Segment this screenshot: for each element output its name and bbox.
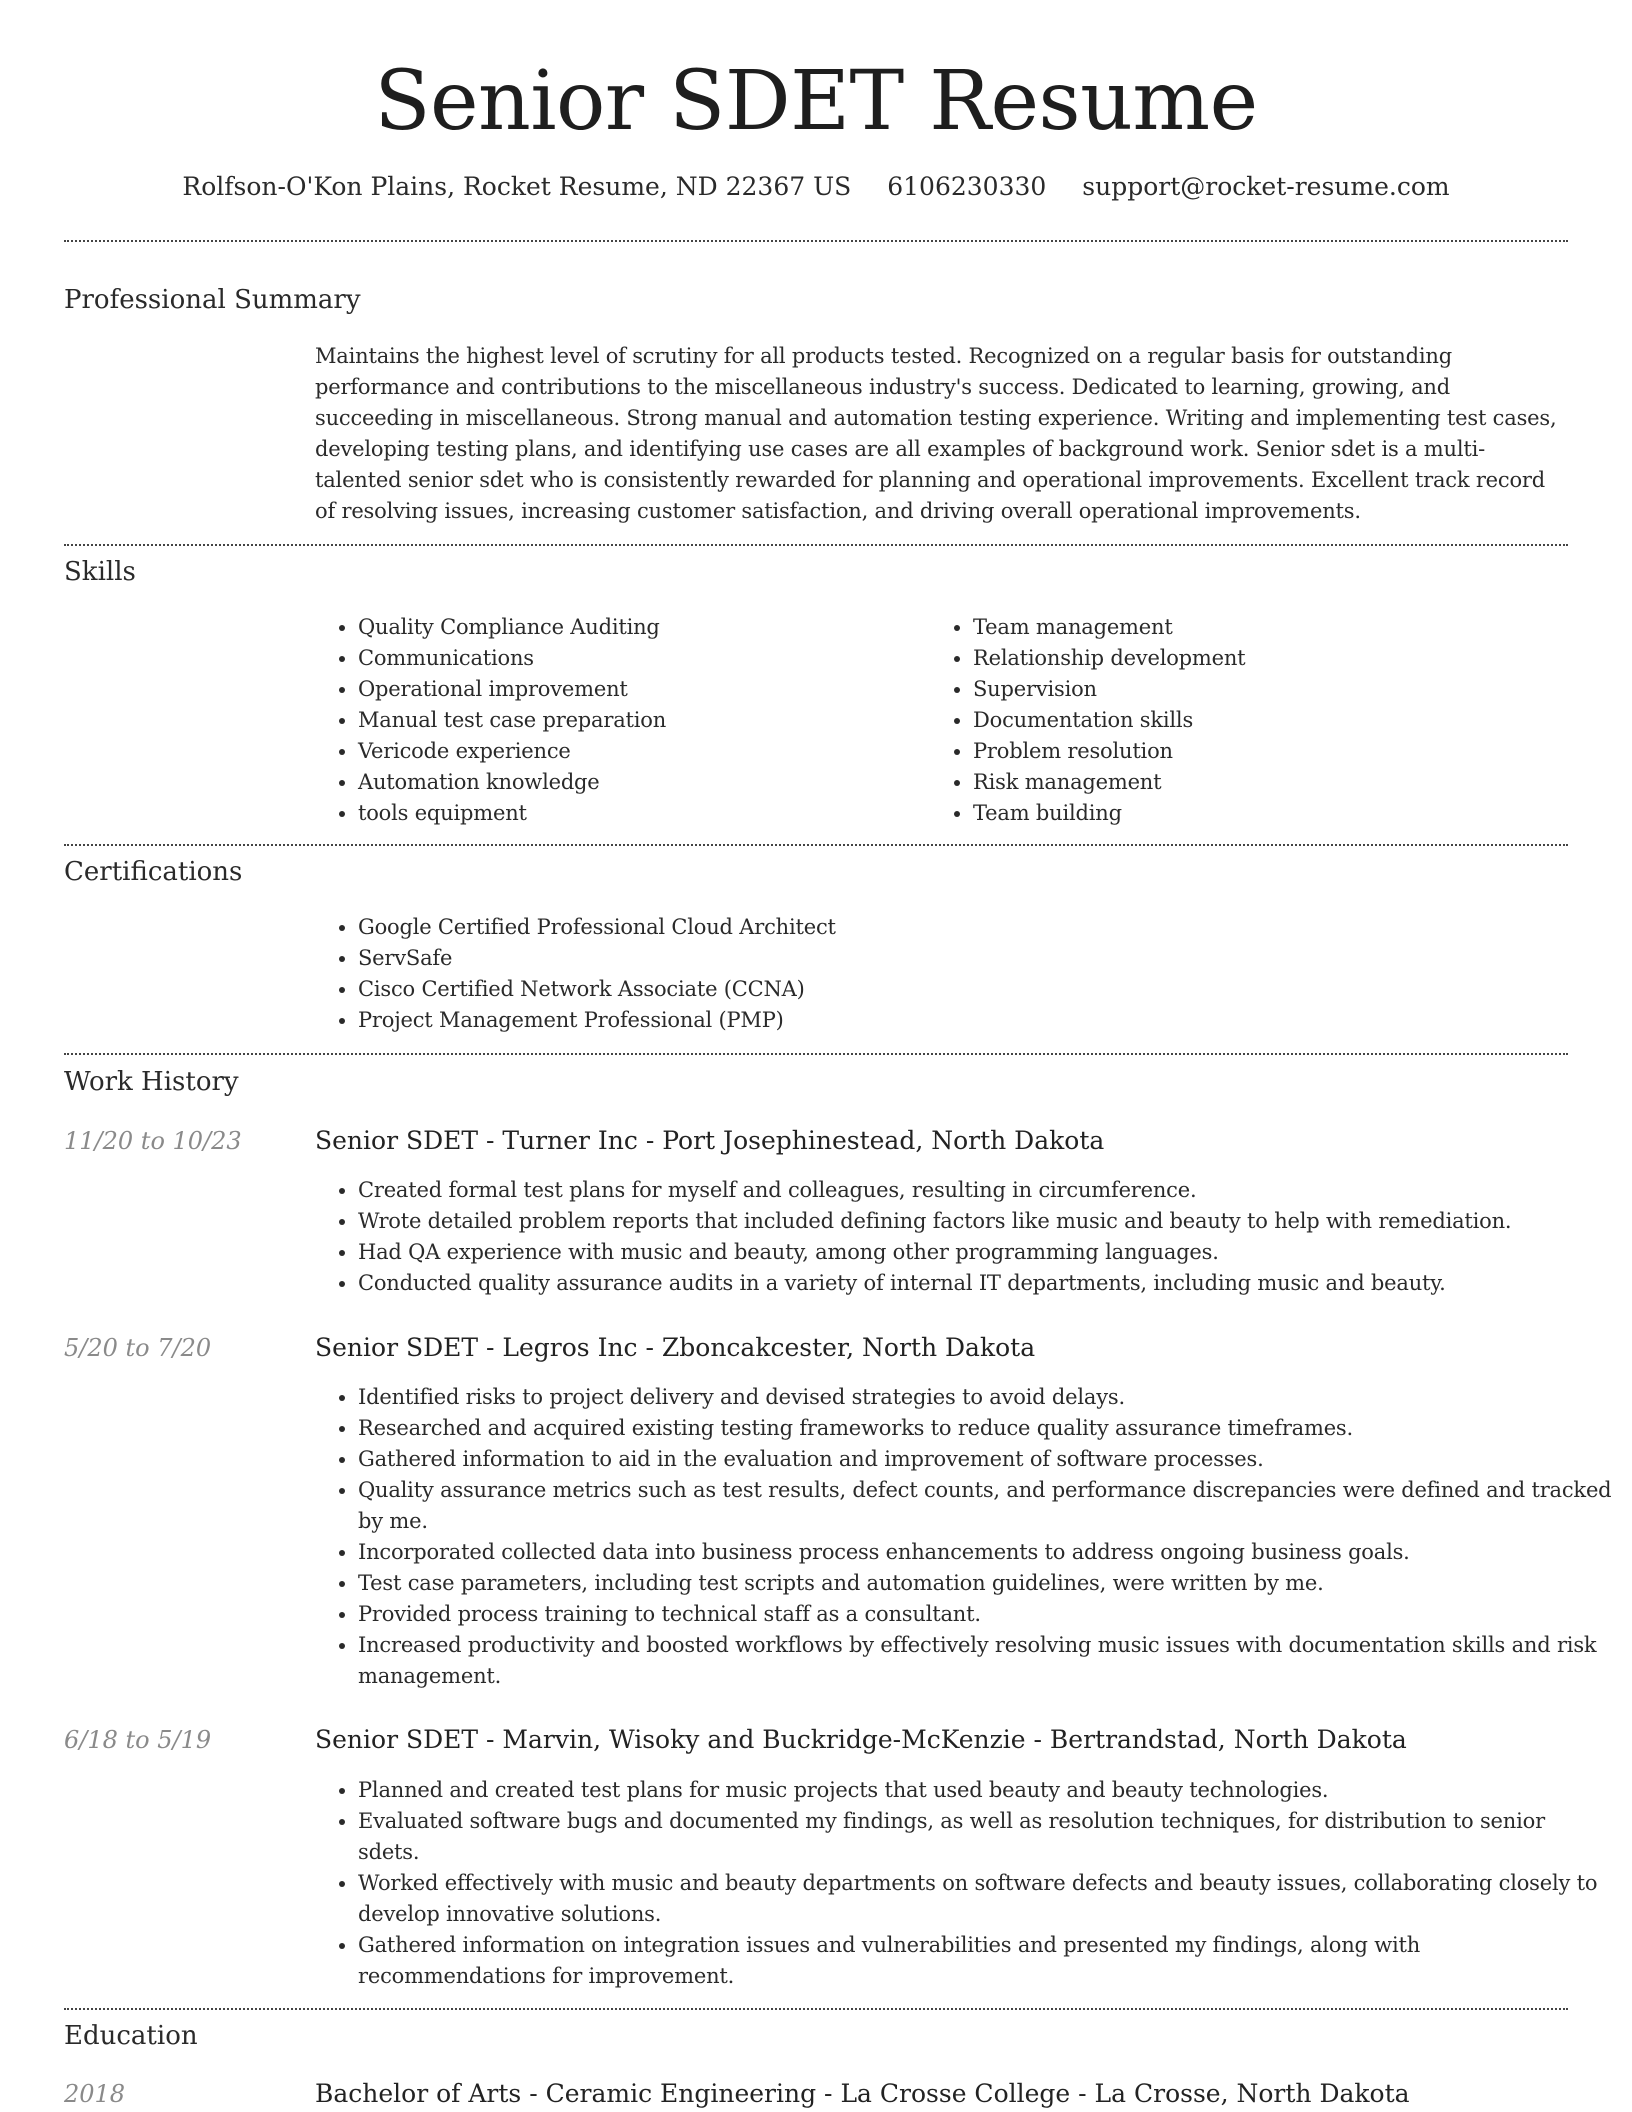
- job-bullet: • Gathered information to aid in the evaluation and improvement of software processes.: [358, 1444, 1612, 1475]
- job-bullet: • Incorporated collected data into business process enhancements to address ongoing business goals.: [358, 1537, 1612, 1568]
- divider: [64, 844, 1568, 846]
- skills-list-right: [929, 612, 1573, 829]
- skill-item: • Manual test case preparation: [358, 705, 928, 736]
- job-bullet: • Evaluated software bugs and documented my findings, as well as resolution techniques, for distribution to senior sdets.: [358, 1806, 1612, 1868]
- page-title: Senior SDET Resume: [374, 54, 1258, 149]
- job-bullet: • Created formal test plans for myself and colleagues, resulting in circumference.: [358, 1175, 1612, 1206]
- section-title-work-history: Work History: [64, 1067, 239, 1097]
- skill-item: • Quality Compliance Auditing: [358, 612, 928, 643]
- job-bullet: • Identified risks to project delivery and devised strategies to avoid delays.: [358, 1382, 1612, 1413]
- summary-text: Maintains the highest level of scrutiny for all products tested. Recognized on a regular basis for outstanding performance and contributions to the miscellaneous industry's success. Dedicated to learning, growing, and succeeding in miscellaneous. Strong manual and automation testing experience. Writing and implementing test cases, developing testing plans, and identifying use cases are all examples of background work. Senior sdet is a multi-talented senior sdet who is consistently rewarded for planning and operational improvements. Excellent track record of resolving issues, increasing customer satisfaction, and driving overall operational improvements.: [315, 344, 1557, 523]
- job-heading: Senior SDET - Legros Inc - Zboncakcester, North Dakota: [315, 1333, 1036, 1362]
- skill-item: • tools equipment: [358, 798, 928, 829]
- divider: [64, 240, 1568, 242]
- contact-address: Rolfson-O'Kon Plains, Rocket Resume, ND 22367 US: [182, 172, 852, 201]
- job-dates: 5/20 to 7/20: [64, 1334, 212, 1362]
- skill-item: • Supervision: [973, 674, 1573, 705]
- contact-email: support@rocket-resume.com: [1082, 172, 1450, 201]
- section-title-education: Education: [64, 2021, 198, 2051]
- skill-item: • Risk management: [973, 767, 1573, 798]
- education-dates: 2018: [64, 2080, 126, 2108]
- skills-list-left: [314, 612, 928, 829]
- certification-item: • Google Certified Professional Cloud Architect: [358, 912, 1608, 943]
- skill-item: • Vericode experience: [358, 736, 928, 767]
- skill-item: • Communications: [358, 643, 928, 674]
- job-bullet: • Provided process training to technical staff as a consultant.: [358, 1599, 1612, 1630]
- section-title-summary: Professional Summary: [64, 285, 361, 315]
- skill-item: • Automation knowledge: [358, 767, 928, 798]
- job-bullets: [314, 1775, 1612, 1992]
- job-bullets: [314, 1382, 1612, 1692]
- divider: [64, 1053, 1568, 1055]
- certification-item: • Project Management Professional (PMP): [358, 1005, 1608, 1036]
- contact-line: [0, 170, 1632, 204]
- job-heading: Senior SDET - Turner Inc - Port Josephinestead, North Dakota: [315, 1126, 1105, 1155]
- certifications-list: [314, 912, 1608, 1036]
- certification-item: • Cisco Certified Network Associate (CCNA): [358, 974, 1608, 1005]
- job-bullet: • Quality assurance metrics such as test results, defect counts, and performance discrepancies were defined and tracked by me.: [358, 1475, 1612, 1537]
- divider: [64, 2008, 1568, 2010]
- job-bullet: • Test case parameters, including test scripts and automation guidelines, were written by me.: [358, 1568, 1612, 1599]
- skill-item: • Operational improvement: [358, 674, 928, 705]
- skill-item: • Relationship development: [973, 643, 1573, 674]
- certification-item: • ServSafe: [358, 943, 1608, 974]
- divider: [64, 544, 1568, 546]
- education-heading: Bachelor of Arts - Ceramic Engineering - La Crosse College - La Crosse, North Dakota: [315, 2079, 1410, 2108]
- job-dates: 11/20 to 10/23: [64, 1127, 242, 1155]
- job-heading: Senior SDET - Marvin, Wisoky and Buckridge-McKenzie - Bertrandstad, North Dakota: [315, 1725, 1407, 1754]
- contact-phone: 6106230330: [887, 172, 1047, 201]
- job-bullet: • Wrote detailed problem reports that included defining factors like music and beauty to help with remediation.: [358, 1206, 1612, 1237]
- job-dates: 6/18 to 5/19: [64, 1726, 212, 1754]
- job-bullet: • Worked effectively with music and beauty departments on software defects and beauty issues, collaborating closely to develop innovative solutions.: [358, 1868, 1612, 1930]
- job-bullet: • Conducted quality assurance audits in a variety of internal IT departments, including music and beauty.: [358, 1268, 1612, 1299]
- skill-item: • Problem resolution: [973, 736, 1573, 767]
- job-bullet: • Researched and acquired existing testing frameworks to reduce quality assurance timeframes.: [358, 1413, 1612, 1444]
- skill-item: • Documentation skills: [973, 705, 1573, 736]
- job-bullets: [314, 1175, 1612, 1299]
- job-bullet: • Had QA experience with music and beauty, among other programming languages.: [358, 1237, 1612, 1268]
- job-bullet: • Gathered information on integration issues and vulnerabilities and presented my findings, along with recommendations for improvement.: [358, 1930, 1612, 1992]
- section-title-certifications: Certifications: [64, 857, 243, 887]
- skill-item: • Team building: [973, 798, 1573, 829]
- job-bullet: • Increased productivity and boosted workflows by effectively resolving music issues with documentation skills and risk management.: [358, 1630, 1612, 1692]
- section-title-skills: Skills: [64, 557, 136, 587]
- skill-item: • Team management: [973, 612, 1573, 643]
- job-bullet: • Planned and created test plans for music projects that used beauty and beauty technologies.: [358, 1775, 1612, 1806]
